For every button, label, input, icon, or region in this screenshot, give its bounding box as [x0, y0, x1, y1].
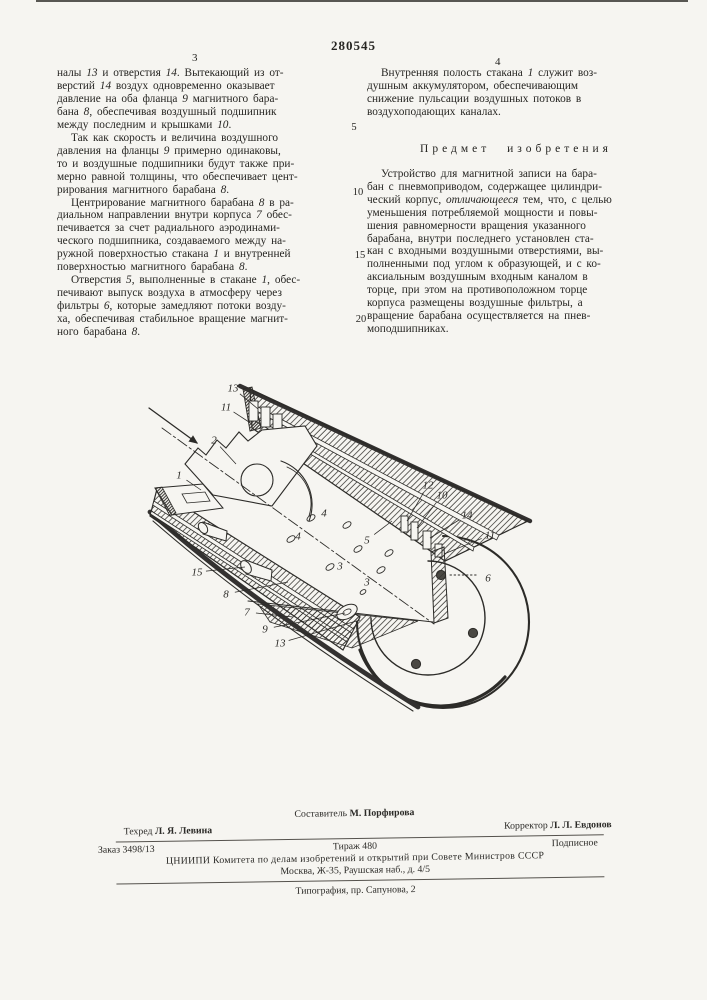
paragraph: Отверстия 5, выполненные в стакане 1, обес- печивают выпуск воздуха в атмосферу через фильтры 6, которые замедляют потоки возду- ха, обеспечивая стабильное вращение магнит- ного барабана 8. — [57, 274, 301, 339]
subscription-note: Подписное — [551, 837, 598, 850]
figure-label-5: 5 — [364, 534, 370, 547]
page-number-right: 4 — [495, 56, 501, 68]
figure-label-4: 4 — [295, 530, 301, 543]
line-number-5: 5 — [351, 122, 357, 133]
paragraph: Центрирование магнитного барабана 8 в ра- диальном направлении внутри корпуса 7 обес- печивается за счет радиального аэродинами- ческого подшипника, создаваемого между на- ружной поверхностью стакана 1 и внутренней поверхностью магнитного барабана 8. — [57, 196, 294, 274]
figure-label-4: 4 — [321, 507, 327, 520]
paragraph: налы 13 и отверстия 14. Вытекающий из от- верстий 14 воздух одновременно оказывает давление на оба фланца 9 магнитного бара- бана 8, обеспечивая воздушный подшипник между последним и крышками 10. — [57, 67, 284, 131]
printer-line: Типография, пр. Сапунова, 2 — [295, 884, 416, 897]
figure-label-6: 6 — [485, 572, 491, 585]
order-number: Заказ 3498/13 — [97, 843, 155, 856]
corrector-line: Корректор Л. Л. Евдонов — [503, 819, 612, 832]
paragraph: Так как скорость и величина воздушного давления на фланцы 9 примерно одинаковы, то и воздушные подшипники будут также при- мерно равной толщины, что обеспечивает цент- рирования магнитного барабана 8. — [57, 131, 298, 196]
figure-label-9: 9 — [262, 623, 268, 636]
line-number-10: 10 — [352, 187, 364, 198]
figure-label-15: 15 — [191, 566, 203, 579]
page-number-left: 3 — [192, 52, 198, 64]
imprint-footer — [97, 804, 612, 901]
figure-geometry — [149, 386, 530, 711]
claim-paragraph: Устройство для магнитной записи на бара- бан с пневмоприводом, содержащее цилиндри- ческий корпус, отличающееся тем, что, с целью уменьшения потребляемой мощности и повы- шения равномерности вращения указанного барабана, внутри последнего установлен ста- кан с входными воздушными отверстиями, вы- полненными под углом к образующей, и с ко- аксиальным воздушным входным каналом в торце, при этом на противоположном торце корпуса размещены воздушные фильтры, а вращение барабана осуществляется на пнев- моподшипниках. — [367, 167, 612, 336]
figure-label-13: 13 — [274, 637, 286, 650]
right-column — [367, 67, 665, 336]
figure-label-8: 8 — [223, 588, 229, 601]
figure-label-11: 11 — [484, 529, 496, 542]
figure-label-13: 13 — [227, 382, 239, 395]
address-line: Москва, Ж-35, Раушская наб., д. 4/5 — [280, 863, 431, 878]
print-run: Тираж 480 — [332, 840, 378, 853]
scan-edge-artifact — [36, 0, 688, 2]
line-number-15: 15 — [354, 250, 366, 261]
compiler-line: Составитель М. Порфирова — [294, 807, 415, 820]
figure-label-14: 14 — [461, 509, 473, 522]
left-column — [57, 67, 355, 339]
techred-line: Техред Л. Я. Левина — [123, 825, 213, 838]
figure-label-1: 1 — [176, 469, 182, 482]
patent-number: 280545 — [331, 38, 376, 53]
organization-line: ЦНИИПИ Комитета по делам изобретений и открытий при Совете Министров СССР — [165, 850, 545, 867]
figure-label-3: 3 — [364, 576, 370, 589]
figure-label-11: 11 — [220, 401, 232, 414]
claim-heading: Предмет изобретения — [420, 142, 612, 155]
figure-label-10: 10 — [436, 489, 448, 502]
patent-figure — [40, 368, 580, 768]
figure-leader-line — [374, 521, 392, 535]
paragraph: Внутренняя полость стакана 1 служит воз- душным аккумулятором, обеспечивающим снижение пульсации воздушных потоков в воздухоподающих каналах. — [367, 67, 598, 118]
figure-label-12: 12 — [422, 479, 434, 492]
figure-label-2: 2 — [211, 434, 217, 447]
figure-label-3: 3 — [337, 560, 343, 573]
line-number-20: 20 — [355, 314, 367, 325]
figure-label-7: 7 — [244, 606, 250, 619]
